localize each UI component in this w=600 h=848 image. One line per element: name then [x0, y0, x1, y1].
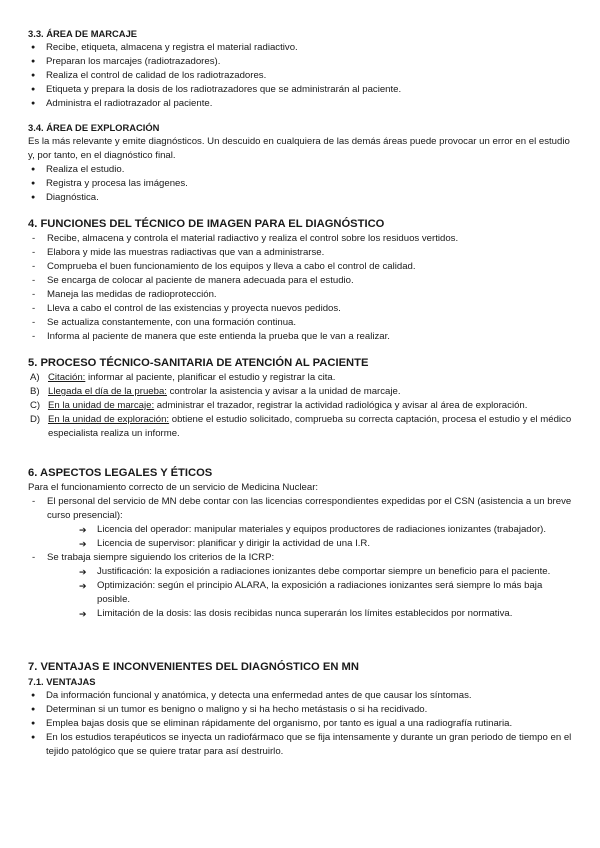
item-label: En la unidad de exploración: [48, 414, 170, 425]
list-item: ➔ Justificación: la exposición a radiaciones ionizantes debe comportar siempre un beneficio para el paciente. [75, 565, 576, 579]
section-title: 4. FUNCIONES DEL TÉCNICO DE IMAGEN PARA EL DIAGNÓSTICO [28, 218, 385, 230]
item-text: controlar la asistencia y avisar a la unidad de marcaje. [166, 386, 401, 397]
list-item: ● Registra y procesa las imágenes. [28, 177, 576, 191]
list-item: ➔ Licencia de supervisor: planificar y dirigir la actividad de una I.R. [75, 537, 576, 551]
list-item: ● Da información funcional y anatómica, y detecta una enfermedad antes de que causar los síntomas. [28, 689, 576, 703]
item-text: El personal del servicio de MN debe contar con las licencias correspondientes expedidas por el CSN (asistencia a un breve curso presencial): [47, 496, 572, 521]
list-item: ● En los estudios terapéuticos se inyecta un radiofármaco que se fija intensamente y durante un gran periodo de tiempo en el tejido patológico que se quiere tratar para así destruirlo. [28, 731, 576, 759]
list-item: ● Determinan si un tumor es benigno o maligno y si ha hecho metástasis o si ha recidivado. [28, 703, 576, 717]
list-item: ● Diagnóstica. [28, 191, 576, 205]
list-item: ● Realiza el estudio. [28, 163, 576, 177]
list-item: ● Etiqueta y prepara la dosis de los radiotrazadores que se administrarán al paciente. [28, 83, 576, 97]
list-item: - Lleva a cabo el control de las existencias y proyecta nuevos pedidos. [28, 302, 576, 316]
list-item: ➔ Optimización: según el principio ALARA, la exposición a radiaciones ionizantes será siempre lo más baja posible. [75, 579, 576, 607]
list-item: ➔ Licencia del operador: manipular materiales y equipos productores de radiaciones ionizantes (trabajador). [75, 523, 576, 537]
section-6 [28, 466, 576, 621]
section-title: 5. PROCESO TÉCNICO-SANITARIA DE ATENCIÓN AL PACIENTE [28, 357, 369, 369]
arrow-list [47, 523, 576, 551]
bullet-list [28, 689, 576, 759]
list-item: ➔ Limitación de la dosis: las dosis recibidas nunca superarán los límites establecidos por normativa. [75, 607, 576, 621]
arrow-list [47, 565, 576, 621]
list-item [28, 399, 576, 413]
list-item [28, 495, 576, 551]
section-5 [28, 356, 576, 441]
list-item [28, 551, 576, 621]
section-title: 7. VENTAJAS E INCONVENIENTES DEL DIAGNÓSTICO EN MN [28, 661, 359, 673]
list-item: - Se actualiza constantemente, con una formación continua. [28, 316, 576, 330]
section-3-4 [28, 121, 576, 205]
item-letter: C) [30, 400, 41, 411]
item-label: Llegada el día de la prueba: [48, 386, 167, 397]
item-text: informar al paciente, planificar el estudio y registrar la cita. [85, 372, 336, 383]
list-item: - Comprueba el buen funcionamiento de los equipos y lleva a cabo el control de calidad. [28, 260, 576, 274]
list-item: - Recibe, almacena y controla el material radiactivo y realiza el control sobre los residuos vertidos. [28, 232, 576, 246]
list-item [28, 385, 576, 399]
list-item: - Informa al paciente de manera que este entienda la prueba que le van a realizar. [28, 330, 576, 344]
list-item: ● Realiza el control de calidad de los radiotrazadores. [28, 69, 576, 83]
bullet-list [28, 41, 576, 111]
list-item: - Se encarga de colocar al paciente de manera adecuada para el estudio. [28, 274, 576, 288]
list-item: ● Administra el radiotrazador al paciente. [28, 97, 576, 111]
list-item: - Maneja las medidas de radioprotección. [28, 288, 576, 302]
subsection-title: 7.1. VENTAJAS [28, 676, 96, 687]
dash-list [28, 495, 576, 621]
list-item [28, 371, 576, 385]
item-letter: A) [30, 372, 40, 383]
item-label: Citación: [48, 372, 86, 383]
section-title: 6. ASPECTOS LEGALES Y ÉTICOS [28, 467, 213, 479]
section-7 [28, 660, 576, 759]
dash-list [28, 232, 576, 344]
section-3-3 [28, 27, 576, 111]
list-item: ● Emplea bajas dosis que se eliminan rápidamente del organismo, por tanto es igual a una radiografía rutinaria. [28, 717, 576, 731]
paragraph: Es la más relevante y emite diagnósticos. Un descuido en cualquiera de las demás áreas puede provocar un error en el estudio y, por tanto, en el diagnóstico final. [28, 136, 570, 161]
item-text: administrar el trazador, registrar la actividad radiológica y avisar al área de exploración. [154, 400, 528, 411]
item-text: obtiene el estudio solicitado, comprueba su correcta captación, procesa el estudio y el médico especialista realiza un informe. [48, 414, 572, 439]
item-text: Se trabaja siempre siguiendo los criterios de la ICRP: [47, 552, 275, 563]
section-4 [28, 217, 576, 344]
list-item [28, 413, 576, 441]
item-letter: B) [30, 386, 40, 397]
section-title: 3.4. ÁREA DE EXPLORACIÓN [28, 122, 160, 133]
list-item: - Elabora y mide las muestras radiactivas que van a administrarse. [28, 246, 576, 260]
list-item: ● Preparan los marcajes (radiotrazadores). [28, 55, 576, 69]
section-title: 3.3. ÁREA DE MARCAJE [28, 28, 138, 39]
item-label: En la unidad de marcaje: [48, 400, 155, 411]
bullet-list [28, 163, 576, 205]
lettered-list [28, 371, 576, 441]
item-letter: D) [30, 414, 41, 425]
paragraph: Para el funcionamiento correcto de un servicio de Medicina Nuclear: [28, 482, 319, 493]
list-item: ● Recibe, etiqueta, almacena y registra el material radiactivo. [28, 41, 576, 55]
